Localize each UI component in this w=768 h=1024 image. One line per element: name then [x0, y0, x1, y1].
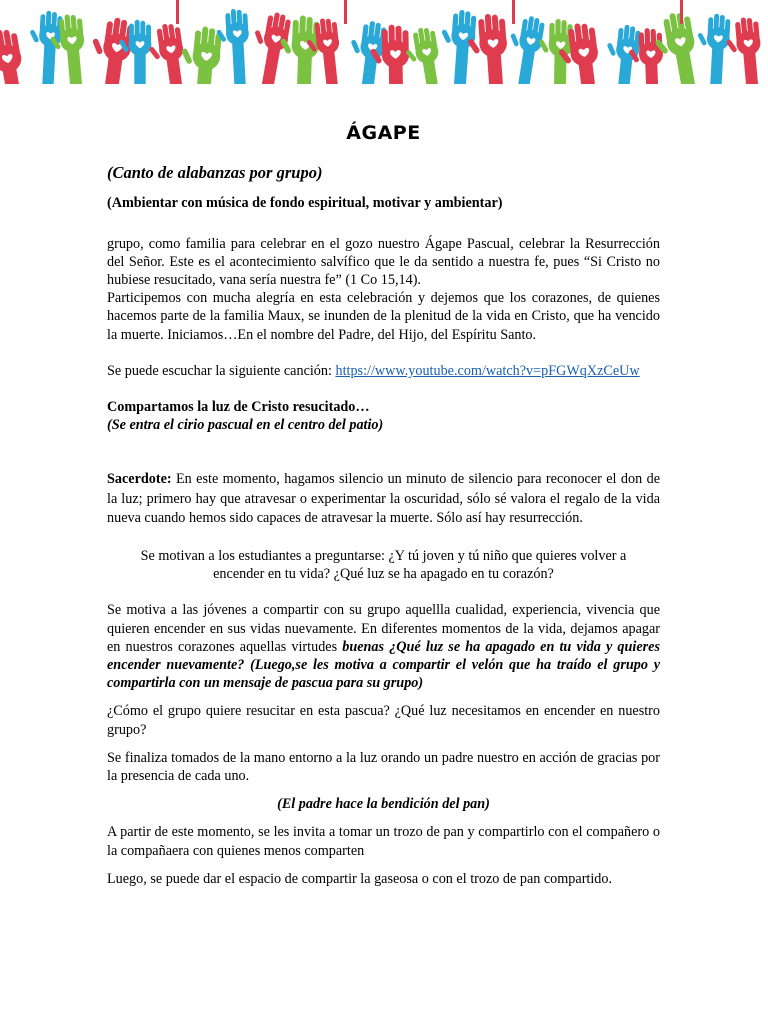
document-body: [107, 124, 660, 888]
priest-label: Sacerdote:: [107, 471, 172, 488]
song-prefix: Se puede escuchar la siguiente canción:: [107, 362, 336, 379]
finish-paragraph: Se finaliza tomados de la mano entorno a la luz orando un padre nuestro en acción de gracias por la presencia de cada uno.: [107, 749, 660, 784]
flag-pole-icon: [176, 0, 179, 24]
song-paragraph: [107, 362, 660, 380]
raised-hand-icon: [402, 26, 448, 84]
motivate-bold: buenas ¿Qué luz se ha apagado en tu vida y quieres encender nuevamente? (Luego,se les motiva a compartir el velón que ha traído el grupo y compartirla con un mensaje de pascua para su grupo): [107, 638, 660, 692]
raised-hand-icon: [724, 16, 767, 84]
page-title: ÁGAPE: [346, 122, 421, 144]
song-link[interactable]: https://www.youtube.com/watch?v=pFGWqXzCeUw: [335, 362, 640, 379]
raised-hand-icon: [342, 19, 388, 84]
priest-text: En este momento, hagamos silencio un minuto de silencio para reconocer el don de la luz; primero hay que atravesar o experimentar la oscuridad, sólo sé valora el regalo de la vida nueva cuando hemos sido capaces de atravesar la muerte. Sólo así hay resurrección.: [107, 471, 660, 527]
participation-paragraph: Participemos con mucha alegría en esta celebración y dejemos que los corazones, de quienes hacemos parte de la familia Maux, se inunden de la plenitud de la vida en Cristo, que ha vencido la muerte. Iniciamos…En el nombre del Padre, del Hijo, del Espíritu Santo.: [107, 290, 660, 343]
light-heading: Compartamos la luz de Cristo resucitado…: [107, 399, 370, 416]
flag-pole-icon: [680, 0, 683, 24]
raised-hand-icon: [693, 13, 731, 84]
raised-hand-icon: [0, 27, 32, 84]
subtitle: (Canto de alabanzas por grupo): [107, 163, 323, 183]
flag-pole-icon: [344, 0, 347, 24]
raised-hand-icon: [175, 25, 223, 84]
final-paragraph: Luego, se puede dar el espacio de compartir la gaseosa o con el trozo de pan compartido.: [107, 870, 613, 887]
flag-pole-icon: [512, 0, 515, 24]
motivate-paragraph: [107, 601, 660, 692]
light-note: (Se entra el cirio pascual en el centro del patio): [107, 417, 384, 434]
bread-note: (El padre hace la bendición del pan): [277, 796, 490, 813]
question-paragraph: Se motivan a los estudiantes a preguntarse: ¿Y tú joven y tú niño que quieres volver a encender en tu vida? ¿Qué luz se ha apagado en tu corazón?: [140, 547, 627, 583]
motivate-text: Se motiva a las jóvenes a compartir con su grupo aquellla cualidad, experiencia, vivencia que quieren encender en sus vidas nuevamente. En diferentes momentos de la vida, dejamos apagar en nuestros corazones aquellas virtudes: [107, 602, 660, 655]
bread-paragraph: A partir de este momento, se les invita a tomar un trozo de pan y compartirlo con el compañero o la compañaera con quienes menos comparten: [107, 824, 660, 859]
ambience-note: (Ambientar con música de fondo espiritual, motivar y ambientar): [107, 195, 503, 212]
intro-paragraph: grupo, como familia para celebrar en el gozo nuestro Ágape Pascual, celebrar la Resurrección del Señor. Este es el acontecimiento salvífico que le da sentido a nuestra fe, pues “Si Cristo no hubiese resucitado, vana sería nuestra fe” (1 Co 15,14).: [107, 235, 660, 289]
raised-hands-heart-banner: [0, 0, 768, 84]
group-question: ¿Cómo el grupo quiere resucitar en esta pascua? ¿Qué luz necesitamos en encender en nuestro grupo?: [107, 703, 660, 738]
raised-hand-icon: [650, 10, 708, 84]
priest-paragraph: [107, 470, 660, 529]
